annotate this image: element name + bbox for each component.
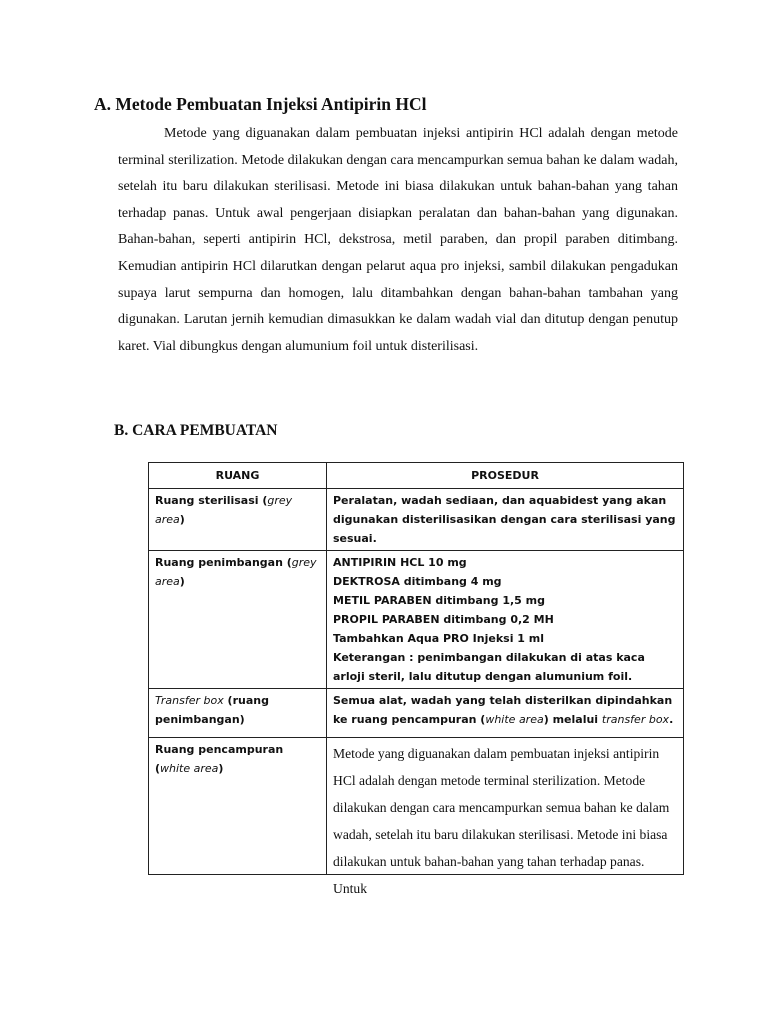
ruang-label-end: (ruang penimbangan): [155, 694, 269, 726]
prosedur-italic: transfer box: [601, 713, 670, 726]
ruang-cell: [149, 551, 327, 689]
section-a-heading: A. Metode Pembuatan Injeksi Antipirin HCl: [94, 94, 427, 114]
prosedur-text: Semua alat, wadah yang telah disterilkan dipindahkan ke ruang pencampuran (: [333, 694, 673, 726]
prosedur-cell: [327, 738, 684, 896]
prosedur-line: DEKTROSA ditimbang 4 mg: [333, 575, 502, 588]
table-row: [149, 738, 684, 875]
prosedur-italic: white area: [485, 713, 544, 726]
table-header-row: [149, 463, 684, 489]
prosedur-cell: [327, 689, 684, 738]
prosedur-text-end: .: [669, 713, 674, 726]
ruang-label: Ruang penimbangan (: [155, 556, 292, 569]
ruang-area: grey area: [155, 556, 317, 588]
prosedur-cell: [327, 489, 684, 551]
ruang-area: white area: [160, 762, 219, 775]
ruang-cell: [149, 689, 327, 738]
prosedur-line: Keterangan : penimbangan dilakukan di atas kaca arloji steril, lalu ditutup dengan alumunium foil.: [333, 651, 645, 683]
ruang-cell: [149, 738, 327, 875]
ruang-label-end: ): [179, 513, 185, 526]
table-row: [149, 689, 684, 738]
prosedur-text-wrap: [333, 740, 677, 896]
header-prosedur: PROSEDUR: [327, 463, 684, 489]
prosedur-text: Peralatan, wadah sediaan, dan aquabidest yang akan digunakan disterilisasikan dengan cara sterilisasi yang sesuai.: [333, 494, 676, 545]
prosedur-text: Metode yang diguanakan dalam pembuatan injeksi antipirin HCl adalah dengan metode terminal sterilization. Metode dilakukan dengan cara mencampurkan semua bahan ke dalam wadah, setelah itu baru dilakukan sterilisasi. Metode ini biasa dilakukan untuk bahan-bahan yang tahan terhadap panas. Untuk: [333, 746, 670, 896]
table-row: [149, 551, 684, 689]
header-ruang: RUANG: [149, 463, 327, 489]
section-a-paragraph: [118, 121, 678, 360]
prosedur-cell: [327, 551, 684, 689]
table-row: [149, 489, 684, 551]
section-a-paragraph-text: Metode yang diguanakan dalam pembuatan injeksi antipirin HCl adalah dengan metode terminal sterilization. Metode dilakukan dengan cara mencampurkan semua bahan ke dalam wadah, setelah itu baru dilakukan sterilisasi. Metode ini biasa dilakukan untuk bahan-bahan yang tahan terhadap panas. Untuk awal pengerjaan disiapkan peralatan dan bahan-bahan yang digunakan. Bahan-bahan, seperti antipirin HCl, dekstrosa, metil paraben, dan propil paraben ditimbang. Kemudian antipirin HCl dilarutkan dengan pelarut aqua pro injeksi, sambil dilakukan pengadukan supaya larut sempurna dan homogen, lalu ditambahkan dengan bahan-bahan tambahan yang digunakan. Larutan jernih kemudian dimasukkan ke dalam wadah vial dan ditutup dengan penutup karet. Vial dibungkus dengan alumunium foil untuk disterilisasi.: [118, 126, 678, 354]
ruang-label: Ruang sterilisasi (: [155, 494, 268, 507]
prosedur-text-mid: ) melalui: [543, 713, 602, 726]
ruang-label: Ruang pencampuran (: [155, 743, 284, 775]
prosedur-line: ANTIPIRIN HCL 10 mg: [333, 556, 467, 569]
prosedur-line: Tambahkan Aqua PRO Injeksi 1 ml: [333, 632, 545, 645]
ruang-area: grey area: [155, 494, 293, 526]
section-b-heading: B. CARA PEMBUATAN: [114, 422, 278, 439]
prosedur-line: METIL PARABEN ditimbang 1,5 mg: [333, 594, 545, 607]
procedure-table: [148, 462, 684, 896]
ruang-label-end: ): [179, 575, 185, 588]
prosedur-line: PROPIL PARABEN ditimbang 0,2 MH: [333, 613, 554, 626]
ruang-label-end: ): [218, 762, 224, 775]
ruang-cell: [149, 489, 327, 551]
ruang-area: Transfer box: [155, 694, 224, 707]
